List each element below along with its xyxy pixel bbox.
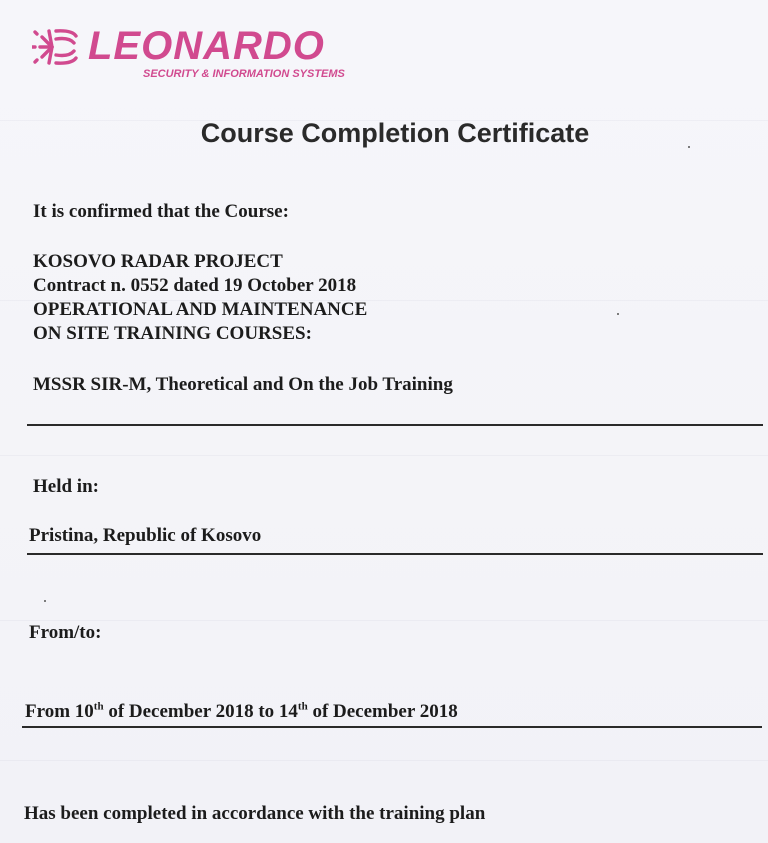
scan-speck (44, 600, 46, 602)
ordinal-suffix: th (297, 700, 308, 713)
period-middle: of December 2018 to 14 (103, 701, 298, 722)
underline-divider (22, 726, 762, 728)
scan-artifact (0, 455, 768, 456)
period-end: of December 2018 (307, 701, 458, 722)
project-line: KOSOVO RADAR PROJECT (33, 251, 283, 272)
scan-artifact (0, 620, 768, 621)
intro-text: It is confirmed that the Course: (33, 201, 289, 222)
company-logo (32, 22, 345, 84)
course-name: MSSR SIR-M, Theoretical and On the Job Training (33, 374, 453, 395)
scan-speck (688, 146, 690, 148)
brand-tagline: SECURITY & INFORMATION SYSTEMS (143, 68, 345, 80)
project-line: ON SITE TRAINING COURSES: (33, 323, 312, 344)
scan-speck (617, 313, 619, 315)
project-line: OPERATIONAL AND MAINTENANCE (33, 299, 368, 320)
period-from: From 10 (25, 701, 94, 722)
held-in-label: Held in: (33, 476, 99, 497)
completion-statement: Has been completed in accordance with the training plan (24, 803, 486, 824)
underline-divider (27, 553, 763, 555)
page-title: Course Completion Certificate (200, 118, 590, 148)
contract-line: Contract n. 0552 dated 19 October 2018 (33, 275, 357, 296)
sunburst-icon (32, 22, 80, 72)
underline-divider (27, 424, 763, 426)
scan-artifact (0, 760, 768, 761)
period-label: From/to: (29, 622, 102, 643)
brand-name: LEONARDO (88, 24, 325, 68)
location-text: Pristina, Republic of Kosovo (29, 525, 262, 546)
ordinal-suffix: th (93, 700, 104, 713)
period-text (25, 700, 458, 724)
